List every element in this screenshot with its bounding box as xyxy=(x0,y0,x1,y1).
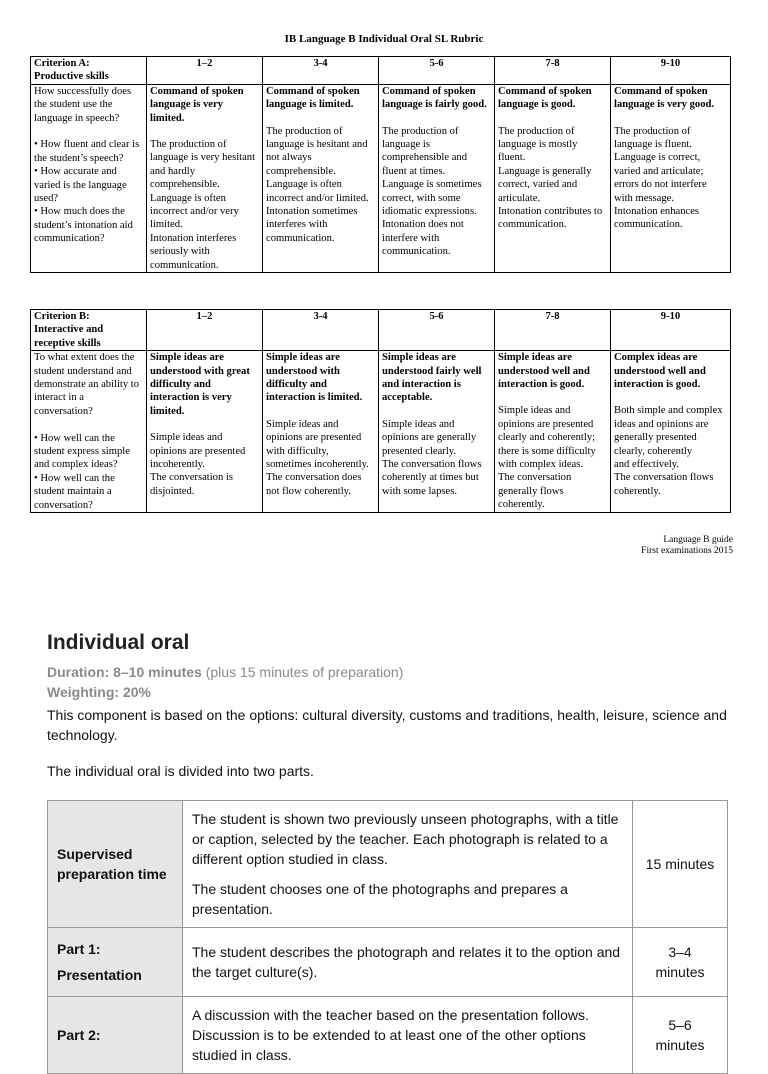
part-time: 5–6 minutes xyxy=(633,997,728,1074)
part-description-paragraph: The student is shown two previously unseen photographs, with a title or caption, selected by the teacher. Each photograph is related to a different option studied in class. xyxy=(192,811,619,867)
band-header: 5-6 xyxy=(379,310,495,351)
part-label: Part 1: Presentation xyxy=(48,928,183,997)
table-row xyxy=(48,997,728,1074)
band-cell xyxy=(611,351,731,513)
duration-extra: (plus 15 minutes of preparation) xyxy=(205,664,404,680)
criterion-a-rubric-table xyxy=(30,56,731,273)
oral-parts-table xyxy=(47,800,728,1074)
rubric-header-row xyxy=(31,310,731,351)
band-header: 1–2 xyxy=(147,310,263,351)
band-cell xyxy=(263,84,379,272)
band-descriptor: Simple ideas and opinions are presented incoherently. The conversation is disjointed. xyxy=(150,432,246,497)
footer-guide-name: Language B guide xyxy=(663,535,733,545)
part-description xyxy=(183,997,633,1074)
division-text: The individual oral is divided into two parts. xyxy=(47,763,314,779)
part-time: 3–4 minutes xyxy=(633,928,728,997)
band-cell xyxy=(379,84,495,272)
weighting-line xyxy=(47,684,151,700)
band-heading: Command of spoken language is fairly good. xyxy=(382,85,487,111)
guide-footer-note xyxy=(641,535,733,557)
band-header: 3-4 xyxy=(263,57,379,85)
duration-value: 8–10 minutes xyxy=(113,664,202,680)
band-descriptor: The production of language is fluent. Language is correct, varied and articulate; errors do not interfere with message. Intonation enhances communication. xyxy=(614,125,707,231)
band-descriptor: The production of language is very hesitant and hardly comprehensible. Language is often incorrect and/or very limited. Intonation interferes seriously with communication. xyxy=(150,139,256,271)
criterion-questions: How successfully does the student use the language in speech? • How fluent and clear is the student’s speech? • How accurate and varied is the language used? • How much does the student’s intonation aid communication? xyxy=(31,84,147,272)
band-header: 5-6 xyxy=(379,57,495,85)
band-heading: Command of spoken language is very limited. xyxy=(150,85,244,124)
weighting-value: 20% xyxy=(122,684,151,700)
part-label: Part 2: xyxy=(48,997,183,1074)
band-heading: Command of spoken language is good. xyxy=(498,85,592,111)
band-heading: Simple ideas are understood fairly well and interaction is acceptable. xyxy=(382,352,482,404)
band-header: 1–2 xyxy=(147,57,263,85)
footer-exam-year: First examinations 2015 xyxy=(641,546,733,556)
band-heading: Command of spoken language is very good. xyxy=(614,85,715,111)
document-title: IB Language B Individual Oral SL Rubric xyxy=(284,33,484,45)
band-cell xyxy=(263,351,379,513)
band-cell xyxy=(495,84,611,272)
weighting-label: Weighting: xyxy=(47,684,120,700)
band-descriptor: The production of language is hesitant and not always comprehensible. Language is often incorrect and/or limited. Intonation sometimes interferes with communication. xyxy=(266,125,369,244)
band-heading: Simple ideas are understood well and interaction is good. xyxy=(498,352,590,391)
criterion-label: Criterion B: Interactive and receptive skills xyxy=(31,310,147,351)
rubric-body-row xyxy=(31,84,731,272)
band-cell xyxy=(611,84,731,272)
band-descriptor: Simple ideas and opinions are generally presented clearly. The conversation flows coherently at times but with some lapses. xyxy=(382,418,482,497)
section-title: Individual oral xyxy=(47,631,190,654)
band-cell xyxy=(379,351,495,513)
band-descriptor: Simple ideas and opinions are presented clearly and coherently; there is some difficulty with complex ideas. The conversation generally flows coherently. xyxy=(498,405,596,511)
band-cell xyxy=(495,351,611,513)
band-header: 7-8 xyxy=(495,310,611,351)
rubric-header-row xyxy=(31,57,731,85)
band-cell xyxy=(147,84,263,272)
band-descriptor: The production of language is comprehensible and fluent at times. Language is sometimes correct, with some idiomatic expressions. Intonation does not interfere with communication. xyxy=(382,125,482,258)
component-intro: This component is based on the options: cultural diversity, customs and traditions, health, leisure, science and technology. xyxy=(47,707,727,743)
band-header: 3-4 xyxy=(263,310,379,351)
criterion-b-rubric-table xyxy=(30,309,731,513)
part-description xyxy=(183,928,633,997)
criterion-questions: To what extent does the student understand and demonstrate an ability to interact in a conversation? • How well can the student express simple and complex ideas? • How well can the student maintain a conversation? xyxy=(31,351,147,513)
band-cell xyxy=(147,351,263,513)
part-label: Supervised preparation time xyxy=(48,801,183,928)
band-header: 9-10 xyxy=(611,57,731,85)
table-row xyxy=(48,801,728,928)
table-row xyxy=(48,928,728,997)
band-heading: Simple ideas are understood with difficulty and interaction is limited. xyxy=(266,352,363,404)
duration-label: Duration: xyxy=(47,664,110,680)
band-descriptor: Both simple and complex ideas and opinions are generally presented clearly, coherently and effectively. The conversation flows coherently. xyxy=(614,405,723,497)
band-heading: Complex ideas are understood well and interaction is good. xyxy=(614,352,706,391)
band-heading: Simple ideas are understood with great difficulty and interaction is very limited. xyxy=(150,352,250,417)
part-time: 15 minutes xyxy=(633,801,728,928)
band-header: 9-10 xyxy=(611,310,731,351)
duration-line xyxy=(47,664,403,680)
band-descriptor: The production of language is mostly fluent. Language is generally correct, varied and articulate. Intonation contributes to communication. xyxy=(498,125,603,231)
criterion-label: Criterion A: Productive skills xyxy=(31,57,147,85)
rubric-body-row xyxy=(31,351,731,513)
part-description-paragraph: A discussion with the teacher based on the presentation follows. Discussion is to be extended to at least one of the other options studied in class. xyxy=(192,1007,589,1063)
band-header: 7-8 xyxy=(495,57,611,85)
part-description-paragraph: The student describes the photograph and relates it to the option and the target culture(s). xyxy=(192,944,621,980)
part-description xyxy=(183,801,633,928)
part-description-paragraph: The student chooses one of the photographs and prepares a presentation. xyxy=(192,881,568,917)
band-descriptor: Simple ideas and opinions are presented with difficulty, sometimes incoherently. The conversation does not flow coherently. xyxy=(266,418,369,497)
band-heading: Command of spoken language is limited. xyxy=(266,85,360,111)
